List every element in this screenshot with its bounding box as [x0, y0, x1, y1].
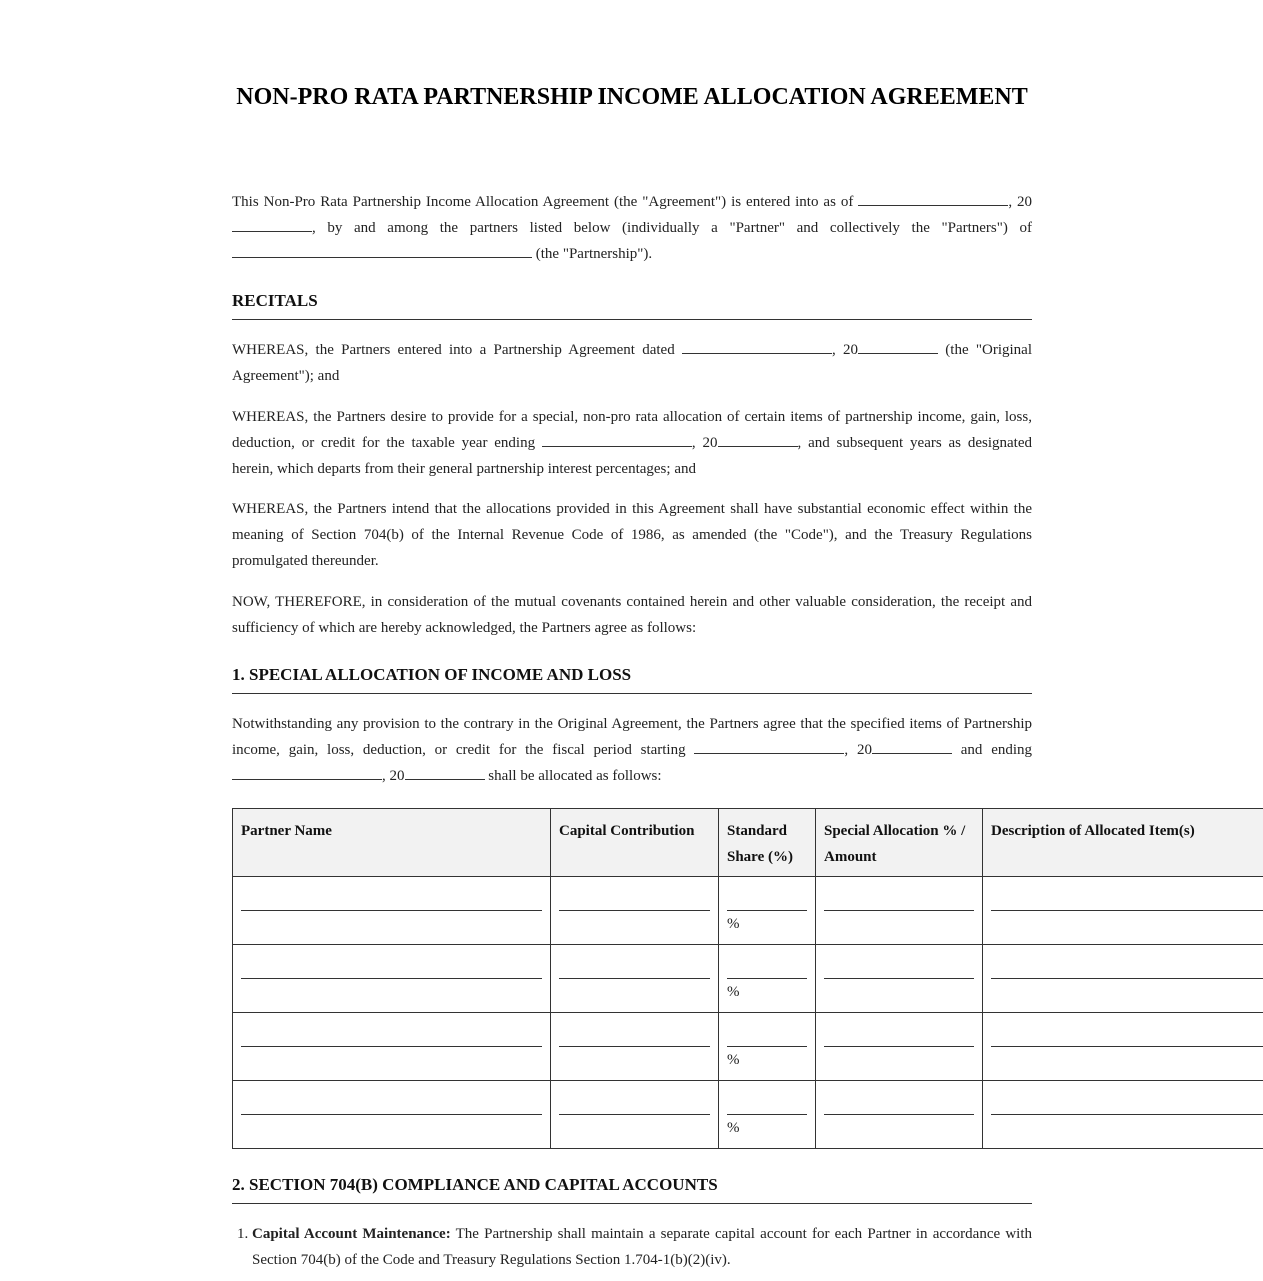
cell-partner-name[interactable]	[233, 945, 551, 1013]
intro-paragraph	[232, 189, 1032, 267]
start-year-blank[interactable]	[872, 738, 952, 754]
cell-special-allocation[interactable]	[816, 1013, 983, 1081]
standard-share-blank[interactable]	[727, 1046, 807, 1047]
cell-special-allocation[interactable]	[816, 1081, 983, 1149]
percent-symbol: %	[727, 916, 740, 932]
capital-account-text: The Partnership shall maintain a separate capital account for each Partner in accordance with Section 704(b) of the Code and Treasury Regulations Section 1.704-1(b)(2)(iv).	[252, 1226, 1032, 1268]
intro-text-3: , by and among the partners listed below (individually a "Partner" and collectively the "Partners") of	[312, 220, 1032, 236]
capital-contribution-blank[interactable]	[559, 1046, 710, 1047]
capital-contribution-blank[interactable]	[559, 910, 710, 911]
special-allocation-blank[interactable]	[824, 1046, 974, 1047]
special-allocation-blank[interactable]	[824, 910, 974, 911]
partner-name-blank[interactable]	[241, 978, 542, 979]
cell-capital-contribution[interactable]	[551, 1081, 719, 1149]
section-1-text-b: , 20	[844, 742, 872, 758]
standard-share-blank[interactable]	[727, 910, 807, 911]
intro-text-2: , 20	[1008, 194, 1033, 210]
description-blank[interactable]	[991, 1046, 1263, 1047]
table-row	[233, 945, 1263, 1013]
date-blank[interactable]	[858, 190, 1008, 206]
cell-partner-name[interactable]	[233, 877, 551, 945]
taxable-year-blank[interactable]	[718, 431, 798, 447]
description-blank[interactable]	[991, 978, 1263, 979]
header-special-allocation: Special Allocation % / Amount	[816, 809, 983, 877]
cell-partner-name[interactable]	[233, 1013, 551, 1081]
recital-1-text-a: WHEREAS, the Partners entered into a Partnership Agreement dated	[232, 342, 675, 358]
section-2-heading: 2. SECTION 704(B) COMPLIANCE AND CAPITAL ACCOUNTS	[232, 1175, 1032, 1204]
recital-1	[232, 337, 1032, 389]
original-year-blank[interactable]	[858, 338, 938, 354]
header-standard-share: Standard Share (%)	[719, 809, 816, 877]
percent-symbol: %	[727, 1120, 740, 1136]
header-partner-name: Partner Name	[233, 809, 551, 877]
section-2-list	[232, 1221, 1032, 1273]
recital-1-text-c: (the "Original Agreement"); and	[232, 342, 1033, 384]
special-allocation-blank[interactable]	[824, 1114, 974, 1115]
section-1-text-c: and ending	[960, 742, 1033, 758]
cell-standard-share[interactable]	[719, 945, 816, 1013]
cell-description[interactable]	[983, 945, 1263, 1013]
recital-2-text-b: , 20	[691, 435, 718, 451]
intro-text-1: This Non-Pro Rata Partnership Income Allocation Agreement (the "Agreement") is entered into as of	[232, 194, 854, 210]
taxable-year-date-blank[interactable]	[542, 431, 692, 447]
cell-capital-contribution[interactable]	[551, 1013, 719, 1081]
cell-capital-contribution[interactable]	[551, 877, 719, 945]
recital-2	[232, 404, 1032, 482]
year-blank[interactable]	[232, 216, 312, 232]
document-title: NON-PRO RATA PARTNERSHIP INCOME ALLOCATION AGREEMENT	[236, 84, 1028, 110]
cell-description[interactable]	[983, 877, 1263, 945]
cell-description[interactable]	[983, 1013, 1263, 1081]
section-1-text-a: Notwithstanding any provision to the contrary in the Original Agreement, the Partners agree that the specified items of Partnership income, gain, loss, deduction, or credit for the fiscal period starting	[232, 716, 1032, 758]
section-1-paragraph	[232, 711, 1032, 789]
description-blank[interactable]	[991, 1114, 1263, 1115]
end-year-blank[interactable]	[405, 764, 485, 780]
recital-2-text-a: WHEREAS, the Partners desire to provide for a special, non-pro rata allocation of certain items of partnership income, gain, loss, deduction, or credit for the taxable year ending	[232, 409, 1032, 451]
cell-standard-share[interactable]	[719, 1013, 816, 1081]
description-blank[interactable]	[991, 910, 1263, 911]
percent-symbol: %	[727, 1052, 740, 1068]
cell-capital-contribution[interactable]	[551, 945, 719, 1013]
header-capital-contribution: Capital Contribution	[551, 809, 719, 877]
list-item	[252, 1221, 1032, 1273]
cell-standard-share[interactable]	[719, 877, 816, 945]
now-therefore-paragraph: NOW, THEREFORE, in consideration of the mutual covenants contained herein and other valuable consideration, the receipt and sufficiency of which are hereby acknowledged, the Partners agree as follows:	[232, 594, 1032, 636]
recital-2-text-c: , and subsequent years as designated herein, which departs from their general partnership interest percentages; and	[232, 435, 1032, 477]
table-header-row	[233, 809, 1263, 877]
partner-name-blank[interactable]	[241, 910, 542, 911]
capital-contribution-blank[interactable]	[559, 978, 710, 979]
cell-standard-share[interactable]	[719, 1081, 816, 1149]
table-row	[233, 877, 1263, 945]
cell-special-allocation[interactable]	[816, 945, 983, 1013]
partner-name-blank[interactable]	[241, 1046, 542, 1047]
capital-contribution-blank[interactable]	[559, 1114, 710, 1115]
recitals-heading: RECITALS	[232, 291, 1032, 320]
recital-1-text-b: , 20	[831, 342, 859, 358]
partner-name-blank[interactable]	[241, 1114, 542, 1115]
allocation-table	[232, 808, 1263, 1149]
section-1-heading: 1. SPECIAL ALLOCATION OF INCOME AND LOSS	[232, 665, 1032, 694]
start-date-blank[interactable]	[694, 738, 844, 754]
intro-text-4: (the "Partnership").	[535, 246, 653, 262]
special-allocation-blank[interactable]	[824, 978, 974, 979]
percent-symbol: %	[727, 984, 740, 1000]
cell-description[interactable]	[983, 1081, 1263, 1149]
cell-partner-name[interactable]	[233, 1081, 551, 1149]
standard-share-blank[interactable]	[727, 1114, 807, 1115]
header-description: Description of Allocated Item(s)	[983, 809, 1263, 877]
cell-special-allocation[interactable]	[816, 877, 983, 945]
recital-3: WHEREAS, the Partners intend that the allocations provided in this Agreement shall have substantial economic effect within the meaning of Section 704(b) of the Internal Revenue Code of 1986, as amended (the "Code"), and the Treasury Regulations promulgated thereunder.	[232, 501, 1032, 569]
table-row	[233, 1081, 1263, 1149]
capital-account-label: Capital Account Maintenance:	[252, 1226, 451, 1242]
standard-share-blank[interactable]	[727, 978, 807, 979]
original-date-blank[interactable]	[682, 338, 832, 354]
table-row	[233, 1013, 1263, 1081]
section-1-text-d: , 20	[382, 768, 405, 784]
section-1-text-e: shall be allocated as follows:	[488, 768, 662, 784]
partnership-name-blank[interactable]	[232, 242, 532, 258]
end-date-blank[interactable]	[232, 764, 382, 780]
